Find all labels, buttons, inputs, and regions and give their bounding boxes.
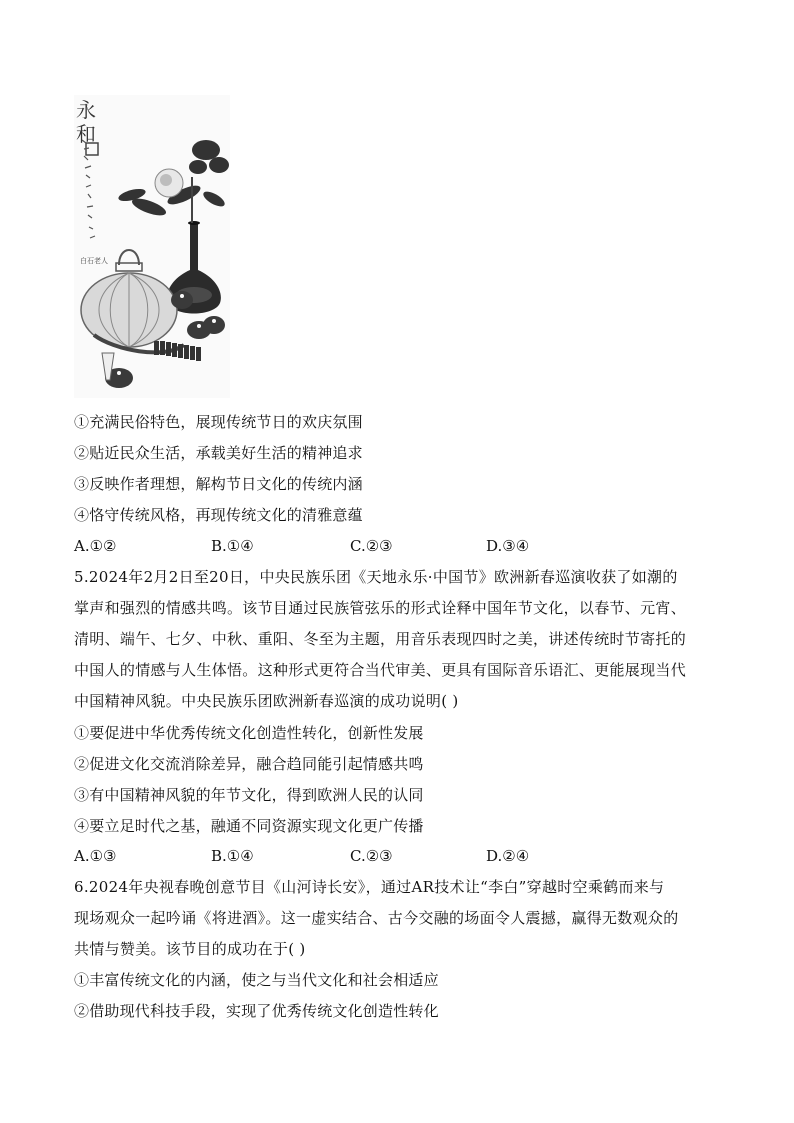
q5-stem-line: 中国精神风貌。中央民族乐团欧洲新春巡演的成功说明( ) bbox=[74, 692, 459, 710]
q6-stem-line: 6.2024年央视春晚创意节目《山河诗长安》，通过AR技术让“李白”穿越时空乘鹤而来与 bbox=[74, 878, 665, 896]
q5-stem-line: 清明、端午、七夕、中秋、重阳、冬至为主题，用音乐表现四时之美，讲述传统时节寄托的 bbox=[74, 630, 687, 648]
q6-statement-1: ①丰富传统文化的内涵，使之与当代文化和社会相适应 bbox=[74, 971, 439, 989]
q5-stem-line: 掌声和强烈的情感共鸣。该节目通过民族管弦乐的形式诠释中国年节文化，以春节、元宵、 bbox=[74, 599, 687, 617]
q5-stem-line: 中国人的情感与人生体悟。这种形式更符合当代审美、更具有国际音乐语汇、更能展现当代 bbox=[74, 661, 687, 679]
q4-statement-1: ①充满民俗特色，展现传统节日的欢庆氛围 bbox=[74, 413, 363, 431]
q5-statement-3: ③有中国精神风貌的年节文化，得到欧洲人民的认同 bbox=[74, 786, 424, 804]
q4-options bbox=[74, 537, 674, 557]
ink-painting-image bbox=[74, 95, 230, 398]
q6-stem-line: 共情与赞美。该节目的成功在于( ) bbox=[74, 940, 306, 958]
q5-question-stem bbox=[74, 562, 724, 717]
q5-option-b[interactable]: B.①④ bbox=[211, 847, 254, 865]
q5-option-a[interactable]: A.①③ bbox=[74, 847, 117, 865]
q5-stem-line: 5.2024年2月2日至20日，中央民族乐团《天地永乐·中国节》欧洲新春巡演收获了如潮的 bbox=[74, 568, 678, 586]
q5-option-d[interactable]: D.②④ bbox=[486, 847, 530, 865]
q5-option-c[interactable]: C.②③ bbox=[350, 847, 393, 865]
q4-statement-2: ②贴近民众生活，承载美好生活的精神追求 bbox=[74, 444, 363, 462]
ink-painting-figure bbox=[74, 95, 230, 398]
q4-statement-3: ③反映作者理想，解构节日文化的传统内涵 bbox=[74, 475, 363, 493]
q4-statement-4: ④恪守传统风格，再现传统文化的清雅意蕴 bbox=[74, 506, 363, 524]
q5-statement-2: ②促进文化交流消除差异，融合趋同能引起情感共鸣 bbox=[74, 755, 424, 773]
inscription: 白石老人 bbox=[80, 257, 108, 265]
q4-option-b[interactable]: B.①④ bbox=[211, 537, 254, 555]
q6-stem-line: 现场观众一起吟诵《将进酒》。这一虚实结合、古今交融的场面令人震撼，赢得无数观众的 bbox=[74, 909, 679, 927]
q5-statement-4: ④要立足时代之基，融通不同资源实现文化更广传播 bbox=[74, 817, 424, 835]
q6-statement-2: ②借助现代科技手段，实现了优秀传统文化创造性转化 bbox=[74, 1002, 439, 1020]
q6-question-stem bbox=[74, 872, 724, 965]
q5-options bbox=[74, 847, 674, 867]
q4-option-c[interactable]: C.②③ bbox=[350, 537, 393, 555]
q4-option-a[interactable]: A.①② bbox=[74, 537, 117, 555]
seal-text: 永和 bbox=[76, 98, 96, 146]
q5-statement-1: ①要促进中华优秀传统文化创造性转化，创新性发展 bbox=[74, 724, 424, 742]
q4-option-d[interactable]: D.③④ bbox=[486, 537, 530, 555]
